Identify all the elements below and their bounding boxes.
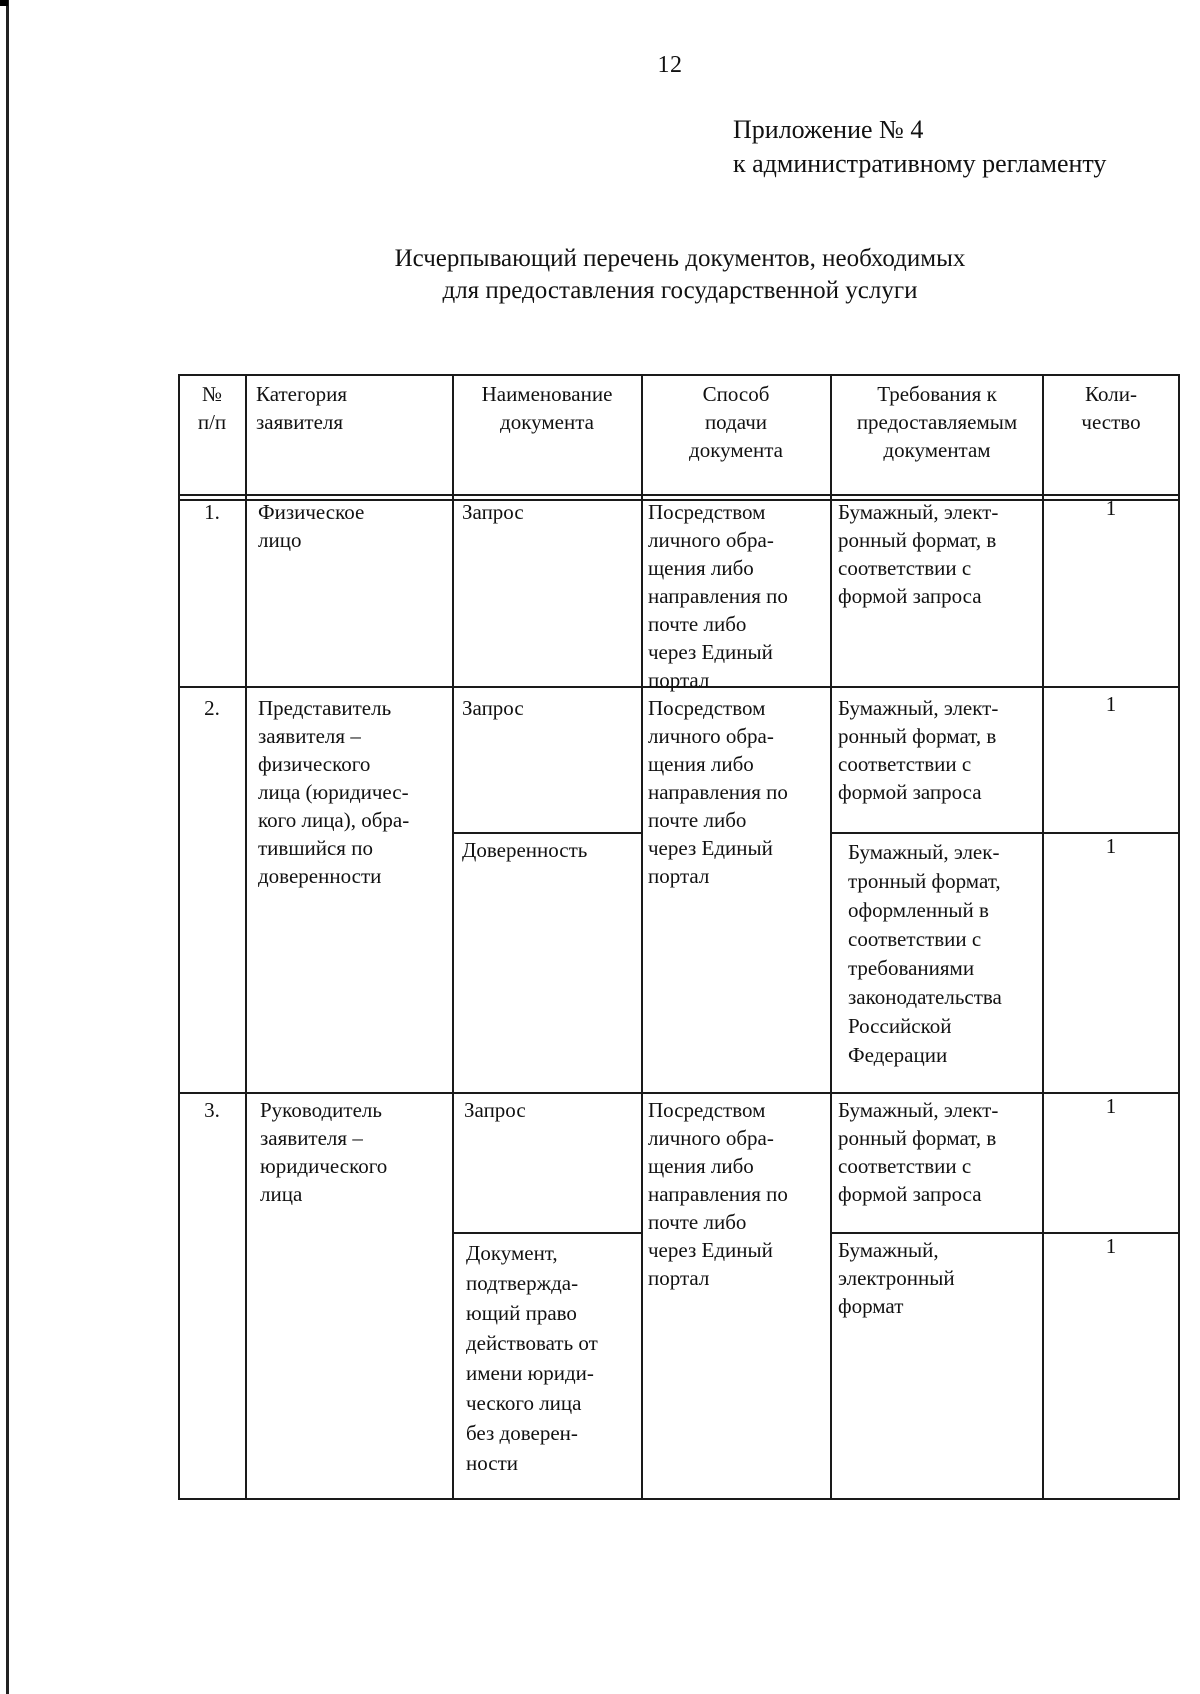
row-2-quantity-2: 1 bbox=[1105, 834, 1117, 858]
table-col-divider-2 bbox=[452, 374, 454, 1500]
document-title bbox=[300, 243, 1060, 307]
row-1-requirements: Бумажный, элект- ронный формат, в соответствии с формой запроса bbox=[838, 500, 999, 608]
row-3-quantity-2: 1 bbox=[1105, 1234, 1117, 1258]
row-1-number: 1. bbox=[204, 500, 220, 524]
table-border-top bbox=[178, 374, 1180, 376]
header-quantity: Коли- чество bbox=[1081, 382, 1141, 434]
document-title-line-1: Исчерпывающий перечень документов, необходимых bbox=[394, 245, 966, 272]
header-method: Способ подачи документа bbox=[689, 382, 783, 462]
header-requirements: Требования к предоставляемым документам bbox=[856, 382, 1018, 462]
row-3-document-1: Запрос bbox=[464, 1098, 526, 1122]
row-2-category: Представитель заявителя – физического лица (юридичес- кого лица), обра- тившийся по доверенности bbox=[258, 696, 410, 888]
appendix-line-2: к административному регламенту bbox=[733, 149, 1107, 178]
table-col-divider-1 bbox=[245, 374, 247, 1500]
row-3-method: Посредством личного обра- щения либо направления по почте либо через Единый портал bbox=[648, 1098, 788, 1290]
row-2-requirements-1: Бумажный, элект- ронный формат, в соответствии с формой запроса bbox=[838, 696, 999, 804]
row-3-requirements-2: Бумажный, электронный формат bbox=[838, 1238, 955, 1318]
row-3-quantity-1: 1 bbox=[1105, 1094, 1117, 1118]
table-col-divider-3 bbox=[641, 374, 643, 1500]
header-number: № п/п bbox=[197, 382, 227, 434]
table-border-bottom bbox=[178, 1498, 1180, 1500]
table-col-divider-5 bbox=[1042, 374, 1044, 1500]
table-divider-row-2-sub bbox=[454, 832, 643, 834]
table-divider-header bbox=[178, 494, 1180, 496]
appendix-heading bbox=[733, 113, 1106, 181]
scan-edge bbox=[6, 0, 9, 1694]
appendix-line-1: Приложение № 4 bbox=[733, 115, 924, 144]
table-col-divider-4 bbox=[830, 374, 832, 1500]
row-1-category: Физическое лицо bbox=[258, 500, 365, 552]
row-2-number: 2. bbox=[204, 696, 220, 720]
row-2-document-1: Запрос bbox=[462, 696, 524, 720]
header-document: Наименование документа bbox=[481, 382, 613, 434]
row-3-requirements-1: Бумажный, элект- ронный формат, в соответствии с формой запроса bbox=[838, 1098, 999, 1206]
page-number: 12 bbox=[657, 52, 683, 78]
row-2-method: Посредством личного обра- щения либо направления по почте либо через Единый портал bbox=[648, 696, 788, 888]
row-1-method: Посредством личного обра- щения либо направления по почте либо через Единый портал bbox=[648, 500, 788, 692]
header-category: Категория заявителя bbox=[256, 382, 347, 434]
row-2-requirements-2: Бумажный, элек- тронный формат, оформленный в соответствии с требованиями законодательства Российской Федерации bbox=[848, 840, 1002, 1067]
row-3-number: 3. bbox=[204, 1098, 220, 1122]
table-divider-row-3-sub bbox=[454, 1232, 643, 1234]
row-3-document-2: Документ, подтвержда- ющий право действовать от имени юриди- ческого лица без доверен- ности bbox=[466, 1241, 598, 1475]
table-border-right bbox=[1178, 374, 1180, 1500]
table-border-left bbox=[178, 374, 180, 1500]
row-1-quantity: 1 bbox=[1105, 496, 1117, 520]
row-2-document-2: Доверенность bbox=[462, 838, 588, 862]
row-1-document: Запрос bbox=[462, 500, 524, 524]
table-divider-row-2 bbox=[178, 1092, 1180, 1094]
scan-edge-mark bbox=[0, 0, 8, 6]
row-3-category: Руководитель заявителя – юридического лица bbox=[260, 1098, 388, 1206]
document-title-line-2: для предоставления государственной услуги bbox=[442, 277, 918, 304]
row-2-quantity-1: 1 bbox=[1105, 692, 1117, 716]
